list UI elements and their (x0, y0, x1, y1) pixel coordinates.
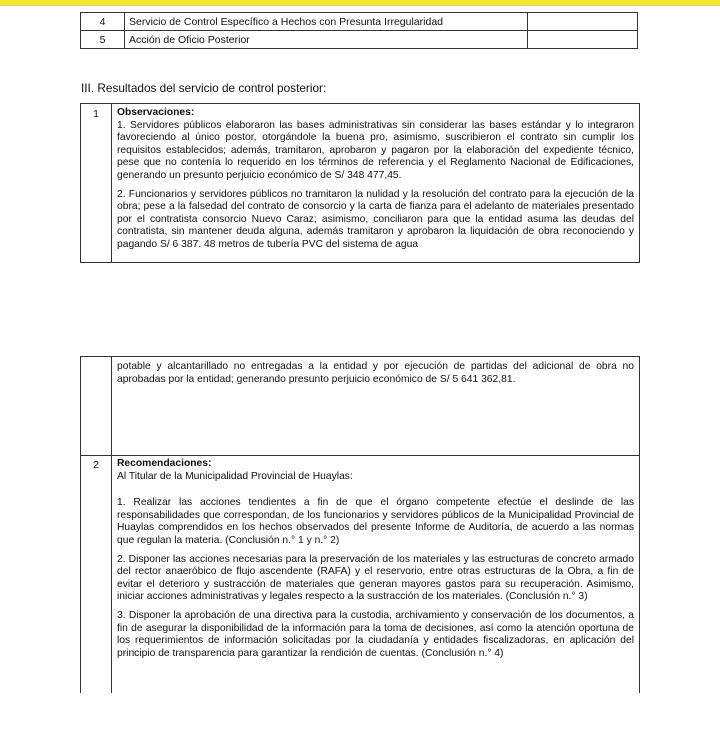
acciones-table (80, 12, 638, 49)
recomendacion-item-1: 1. Realizar las acciones tendientes a fin de que el órgano competente efectúe el deslinde de las responsabilidades que correspondan, de los funcionarios y servidores públicos de la Municipalidad Provincial de Huaylas comprendidos en los hechos observados del presente Informe de Auditoría, de acuerdo a las normas que regulan la materia. (Conclusión n.° 1 y n.° 2) (117, 497, 634, 546)
recomendaciones-intro: Al Titular de la Municipalidad Provincial de Huaylas: (117, 470, 353, 482)
section-title: III. Resultados del servicio de control posterior: (81, 81, 327, 95)
observacion-item-2: 2. Funcionarios y servidores públicos no tramitaron la nulidad y la resolución del contrato para la ejecución de la obra; pese a la falsedad del contrato de consorcio y la carta de fianza para el adelanto de materiales presentado por el contratista consorcio Nuevo Caraz; asimismo, conciliaron para que la entidad asuma las deudas del contratista, sin mantener deuda alguna, además tramitaron y aprobaron la liquidación de obra reconociendo y pagando S/ 6 387. 48 metros de tubería PVC del sistema de agua (117, 188, 634, 250)
row-divider (81, 455, 639, 456)
recomendaciones-content (117, 458, 634, 666)
recomendacion-item-3: 3. Disponer la aprobación de una directiva para la custodia, archivamiento y conservación de los documentos, a fin de asegurar la disponibilidad de la información para la toma de decisiones, así como la atención oportuna de los requerimientos de información solicitadas por la ciudadanía y entidades fiscalizadoras, en aplicación del principio de transparencia para garantizar la rendición de cuentas. (Conclusión n.° 4) (117, 609, 634, 659)
observaciones-content (117, 107, 634, 258)
table-row (81, 13, 638, 31)
accion-text: Acción de Oficio Posterior (125, 31, 528, 49)
observaciones-number: 1 (93, 108, 99, 120)
observacion-item-1: 1. Servidores públicos elaboraron las bases administrativas sin considerar las bases estándar y lo integraron favoreciendo al único postor, otorgándole la buena pro, asimismo, suscribieron el contrato sin cumplir los requisitos establecidos; además, tramitaron, aprobaron y pagaron por la elaboración del expediente técnico, pese que no contenía lo requerido en los términos de referencia y el Reglamento Nacional de Edificaciones, generando un presunto perjuicio económico de S/ 348 477,45. (117, 119, 634, 181)
table-row (81, 31, 638, 49)
observaciones-continuation: potable y alcantarillado no entregadas a la entidad y por ejecución de partidas del adicional de obra no aprobadas por la entidad; generando presunto perjuicio económico de S/ 5 641 362,81. (117, 361, 634, 385)
recomendaciones-heading: Recomendaciones: (117, 458, 212, 469)
accion-num: 5 (81, 31, 125, 49)
observaciones-heading: Observaciones: (117, 107, 195, 118)
accion-num: 4 (81, 13, 125, 31)
number-column (81, 357, 112, 693)
continuation-box (80, 356, 640, 693)
recomendacion-item-2: 2. Disponer las acciones necesarias para la preservación de los materiales y las estructuras de concreto armado del rector anaeróbico de flujo ascendente (RAFA) y el reservorio, entre otras estructuras de la Obra, a fin de evitar el deterioro y sustracción de materiales que generan mayores gastos para su recuperación. Asimismo, iniciar acciones administrativas y legales respecto a la sustracción de los materiales. (Conclusión n.° 3) (117, 553, 634, 603)
recomendaciones-number: 2 (93, 459, 99, 471)
number-column (81, 104, 112, 262)
accion-text: Servicio de Control Específico a Hechos con Presunta Irregularidad (125, 13, 528, 31)
top-rule (0, 5, 720, 6)
observaciones-box (80, 103, 640, 263)
accion-empty-cell (528, 13, 638, 31)
accion-empty-cell (528, 31, 638, 49)
